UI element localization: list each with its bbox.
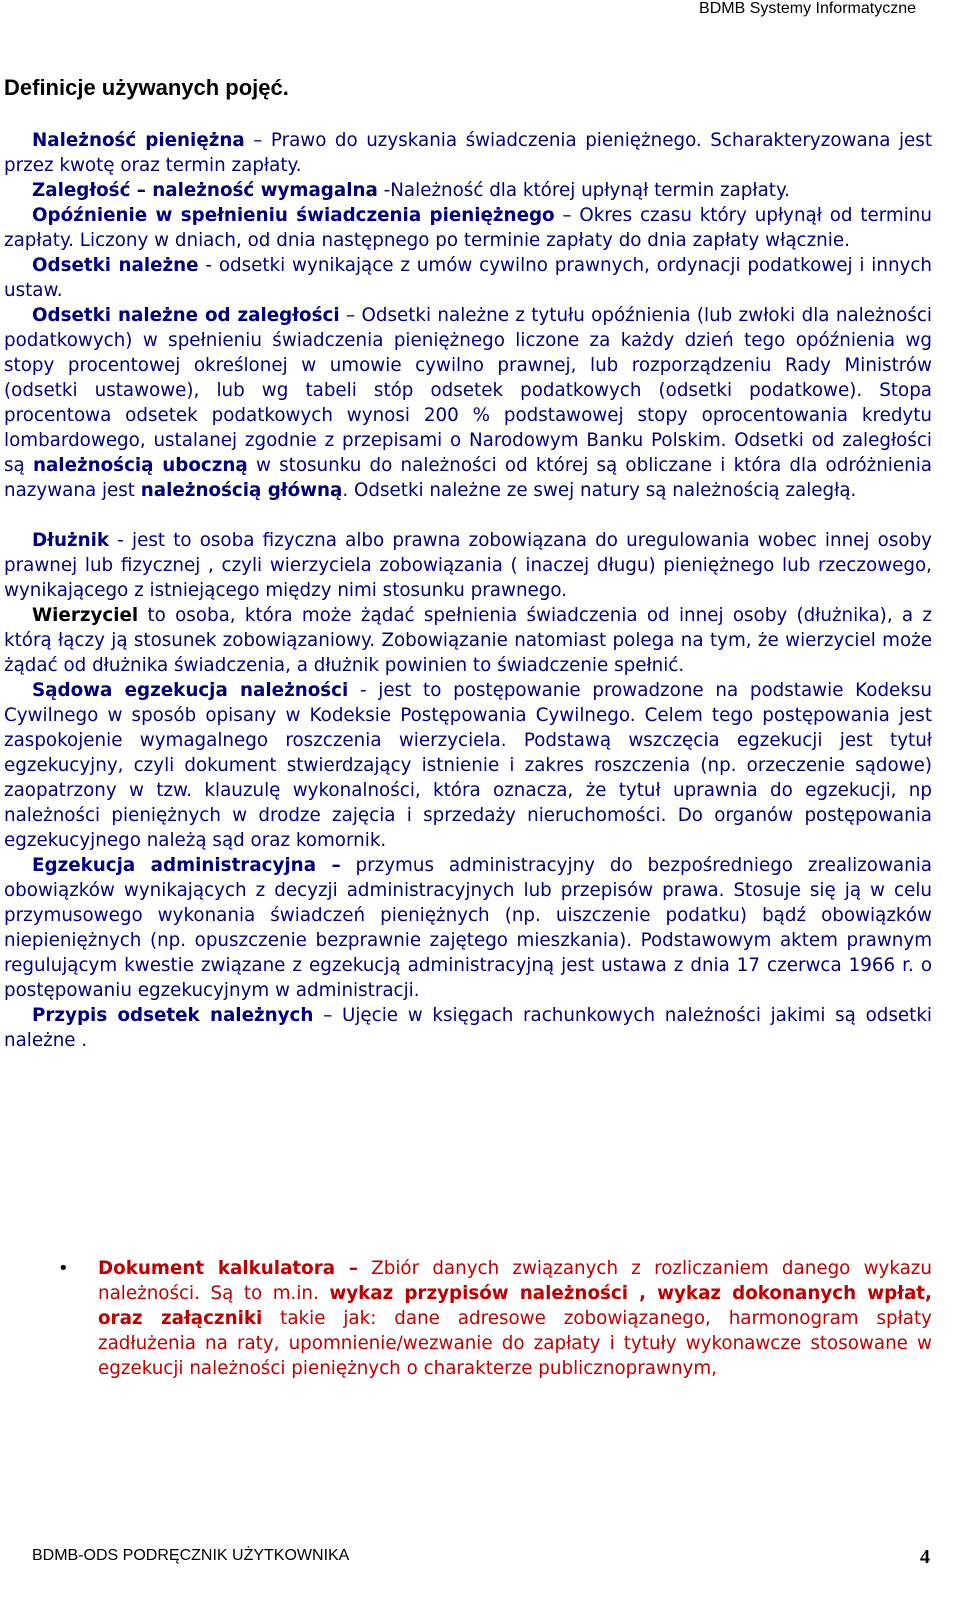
definition-naleznosc xyxy=(4,128,932,178)
definition-zaleglosc xyxy=(4,178,932,203)
bullet-list xyxy=(58,1256,932,1381)
definition-text: przymus administracyjny do bezpośredniego zrealizowania obowiązków wynikających z decyzji administracyjnych lub przepisów prawa. Stosuje się ją w celu przymusowego wykonania świadczeń pieniężnych (np. uiszczenie podatku) bądź obowiązków niepieniężnych (np. opuszczenie bezprawnie zajętego mieszkania). Podstawowym aktem prawnym regulującym kwestie związane z egzekucją administracyjną jest ustawa z dnia 17 czerwca 1966 r. o postępowaniu egzekucyjnym w administracji. xyxy=(4,855,932,1001)
definition-egzekucja-administracyjna xyxy=(4,853,932,1003)
term: Sądowa egzekucja należności xyxy=(32,680,349,701)
footer-manual-title: BDMB-ODS PODRĘCZNIK UŻYTKOWNIKA xyxy=(32,1547,350,1564)
spacer xyxy=(4,503,932,528)
term: Przypis odsetek należnych xyxy=(32,1005,314,1026)
term: Dokument kalkulatora – xyxy=(98,1258,358,1279)
bold-phrase: należnością główną xyxy=(140,480,343,501)
term: Dłużnik xyxy=(32,530,110,551)
header-company: BDMB Systemy Informatyczne xyxy=(699,0,916,17)
definition-text: - jest to osoba fizyczna albo prawna zobowiązana do uregulowania wobec innej osoby prawnej lub fizycznej , czyli wierzyciela zobowiązania ( inaczej długu) pieniężnego lub rzeczowego, wynikającego z istniejącego między nimi stosunku prawnego. xyxy=(4,530,932,601)
term: Zaległość – należność wymagalna xyxy=(32,180,378,201)
term: Egzekucja administracyjna – xyxy=(32,855,341,876)
term: Odsetki należne od zaległości xyxy=(32,305,340,326)
term: Opóźnienie w spełnieniu świadczenia pieniężnego xyxy=(32,205,555,226)
definition-text: to osoba, która może żądać spełnienia świadczenia od innej osoby (dłużnika), a z którą łączy ją stosunek zobowiązaniowy. Zobowiązanie natomiast polega na tym, że wierzyciel może żądać od dłużnika świadczenia, a dłużnik powinien to świadczenie spełnić. xyxy=(4,605,932,676)
definition-text: w stosunku do należności od której są obliczane i która dla odróżnienia nazywana jest xyxy=(4,455,932,501)
bullet-icon: • xyxy=(58,1258,69,1279)
definition-odsetki-od-zaleglosci xyxy=(4,303,932,503)
definition-sadowa-egzekucja xyxy=(4,678,932,853)
definition-text: Zbiór danych związanych z rozliczaniem danego wykazu należności. Są to m.in. xyxy=(98,1258,932,1304)
definition-text: – Ujęcie w księgach rachunkowych należności jakimi są odsetki należne . xyxy=(4,1005,932,1051)
definition-text: Stopa procentowa odsetek podatkowych wynosi 200 % podstawowej stopy oprocentowania kredytu lombardowego, ustalanej zgodnie z przepisami o Narodowym Banku Polskim. Odsetki od zaległości są xyxy=(4,380,933,476)
definition-text: takie jak: dane adresowe zobowiązanego, harmonogram spłaty zadłużenia na raty, upomnienie/wezwanie do zapłaty i tytuły wykonawcze stosowane w egzekucji należności pieniężnych o charakterze publicznoprawnym, xyxy=(98,1308,932,1379)
term: Wierzyciel xyxy=(32,605,139,626)
definition-dluznik xyxy=(4,528,932,603)
definition-text: – Odsetki należne z tytułu opóźnienia (lub zwłoki dla należności podatkowych) w spełnieniu świadczenia pieniężnego liczone za każdy dzień tego opóźnienia wg stopy procentowej określonej w umowie cywilno prawnej, lub rozporządzeniu Rady Ministrów (odsetki ustawowe), lub wg tabeli stóp odsetek podatkowych (odsetki podatkowe). xyxy=(4,305,932,401)
page-number: 4 xyxy=(920,1546,930,1568)
definition-wierzyciel xyxy=(4,603,932,678)
definition-odsetki-nalezne xyxy=(4,253,932,303)
definition-text: - jest to postępowanie prowadzone na podstawie Kodeksu Cywilnego w sposób opisany w Kodeksie Postępowania Cywilnego. Celem tego postępowania jest zaspokojenie wymagalnego roszczenia wierzyciela. Podstawą wszczęcia egzekucji jest tytuł egzekucyjny, czyli dokument stwierdzający istnienie i zakres roszczenia (np. orzeczenie sądowe) zaopatrzony w tzw. klauzulę wykonalności, która oznacza, że tytuł uprawnia do egzekucji, np należności pieniężnych w drodze zajęcia i sprzedaży nieruchomości. Do organów postępowania egzekucyjnego należą sąd oraz komornik. xyxy=(4,680,932,851)
definitions-body xyxy=(4,128,932,1053)
definition-text: Liczony w dniach, od dnia następnego po terminie zapłaty do dnia zapłaty włącznie. xyxy=(74,230,850,251)
definition-przypis-odsetek xyxy=(4,1003,932,1053)
list-item xyxy=(98,1256,932,1381)
term: Odsetki należne xyxy=(32,255,199,276)
definition-text: - odsetki wynikające z umów cywilno prawnych, ordynacji podatkowej i innych ustaw. xyxy=(4,255,933,301)
term: Należność pieniężna xyxy=(32,130,245,151)
definition-text: – Prawo do uzyskania świadczenia pieniężnego. Scharakteryzowana jest przez kwotę oraz termin zapłaty. xyxy=(4,130,932,176)
definition-opoznienie xyxy=(4,203,932,253)
definition-text: -Należność dla której upłynął termin zapłaty. xyxy=(377,180,790,201)
bold-phrase: wykaz przypisów należności , wykaz dokonanych wpłat, oraz załączniki xyxy=(98,1283,932,1329)
definition-text: . Odsetki należne ze swej natury są należnością zaległą. xyxy=(342,480,857,501)
page-title: Definicje używanych pojęć. xyxy=(4,75,289,100)
bold-phrase: należnością uboczną xyxy=(32,455,248,476)
definition-text: – Okres czasu który upłynął od terminu zapłaty. xyxy=(4,205,932,251)
